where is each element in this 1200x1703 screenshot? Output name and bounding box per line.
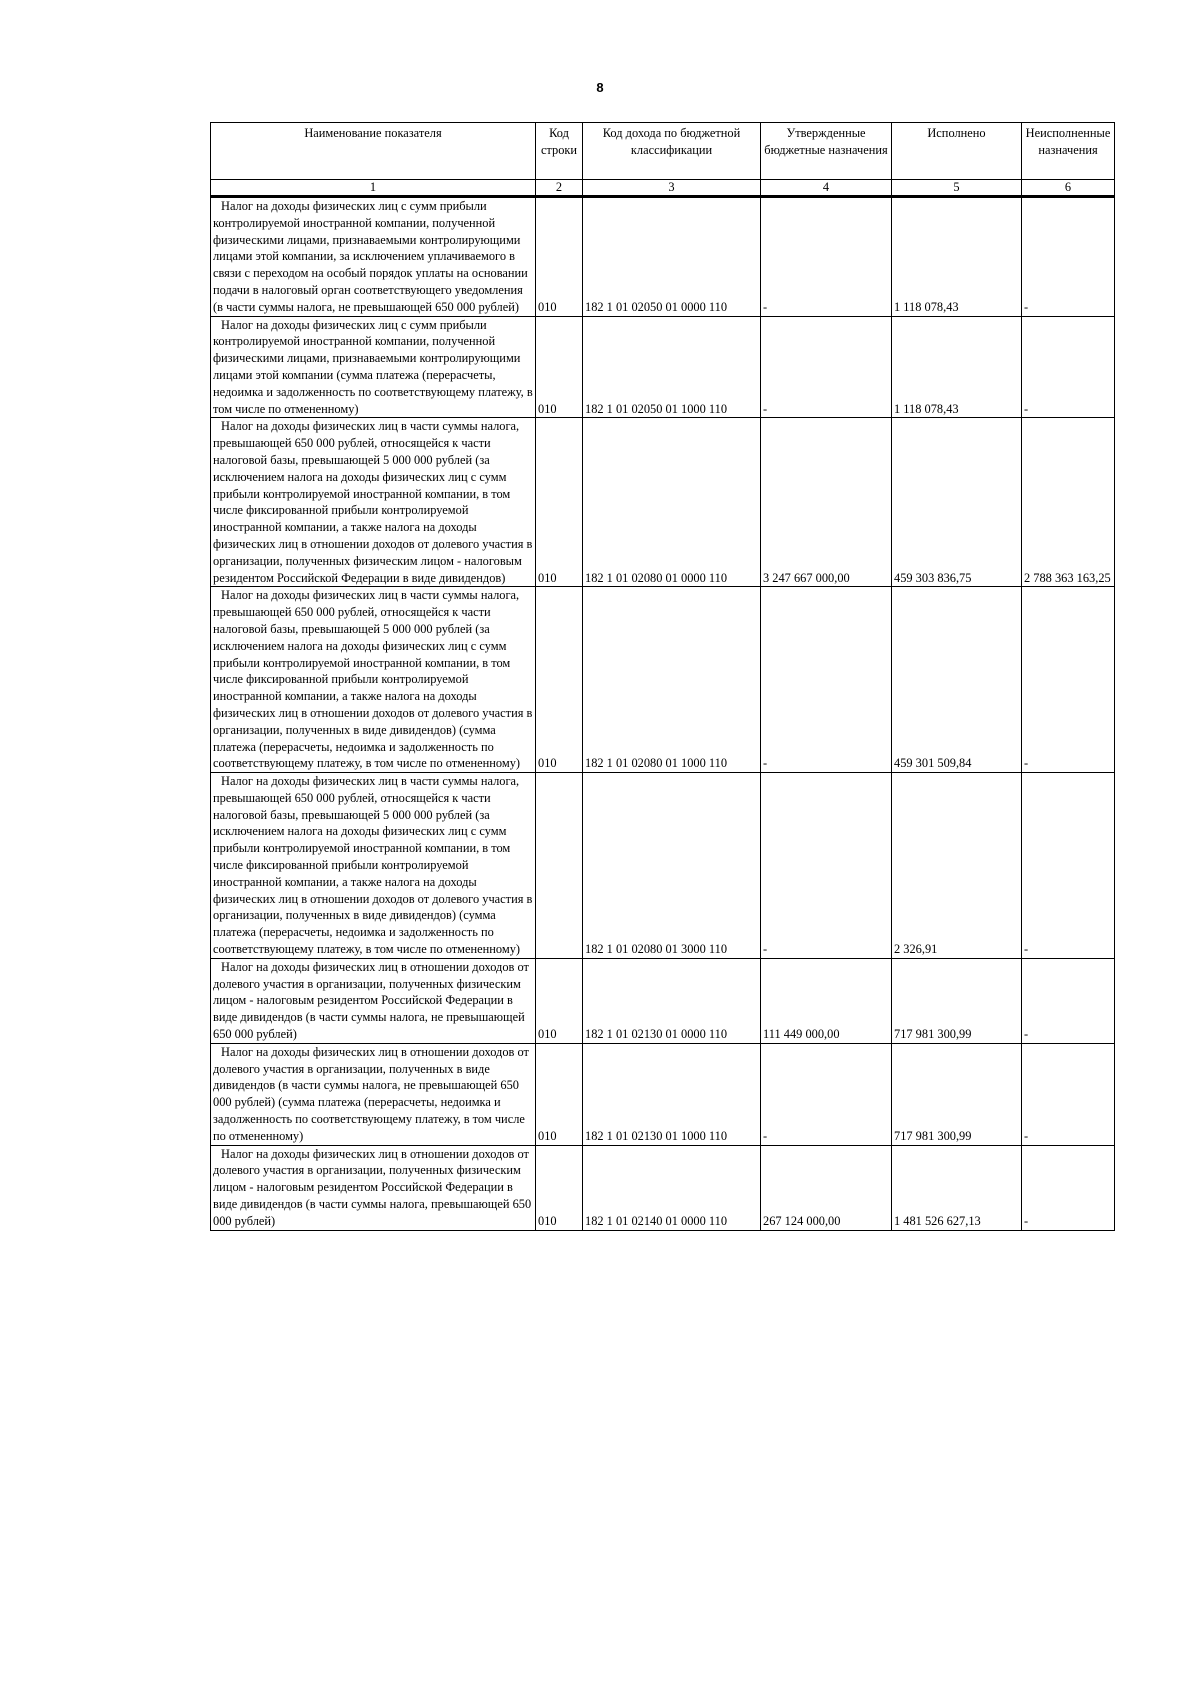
approved-cell: - [761,316,892,418]
approved-cell: 267 124 000,00 [761,1145,892,1230]
report-table [210,122,1115,1231]
line-code-cell: 010 [536,958,583,1043]
line-code-cell: 010 [536,418,583,587]
approved-cell: - [761,197,892,317]
indicator-name-cell [211,418,536,587]
line-code-cell: 010 [536,1043,583,1145]
income-code-cell: 182 1 01 02130 01 1000 110 [583,1043,761,1145]
indicator-name-cell [211,316,536,418]
income-code-cell: 182 1 01 02050 01 0000 110 [583,197,761,317]
table-row [211,1145,1115,1230]
executed-cell: 1 118 078,43 [892,197,1022,317]
indicator-name: Налог на доходы физических лиц в части суммы налога, превышающей 650 000 рублей, относящейся к части налоговой базы, превышающей 5 000 000 рублей (за исключением налога на доходы физических лиц с сумм прибыли контролируемой иностранной компании, в том числе фиксированной прибыли контролируемой иностранной компании, а также налога на доходы физических лиц в отношении доходов от долевого участия в организации, полученных в виде дивидендов) (сумма платежа (перерасчеты, недоимка и задолженность по соответствующему платежу, в том числе по отмененному) [213,774,533,957]
header-income-code: Код дохода по бюджетной классификации [583,123,761,180]
executed-cell: 2 326,91 [892,773,1022,959]
table-row [211,587,1115,773]
column-number: 3 [583,180,761,197]
table-row [211,958,1115,1043]
executed-cell: 459 301 509,84 [892,587,1022,773]
header-line-code: Код строки [536,123,583,180]
unexecuted-cell: - [1022,958,1115,1043]
header-approved: Утвержденные бюджетные назначения [761,123,892,180]
line-code-cell [536,773,583,959]
approved-cell: 3 247 667 000,00 [761,418,892,587]
income-code-cell: 182 1 01 02080 01 3000 110 [583,773,761,959]
indicator-name-cell [211,587,536,773]
income-code-cell: 182 1 01 02080 01 1000 110 [583,587,761,773]
column-numbers-row [211,180,1115,197]
income-code-cell: 182 1 01 02140 01 0000 110 [583,1145,761,1230]
line-code-cell: 010 [536,197,583,317]
executed-cell: 1 481 526 627,13 [892,1145,1022,1230]
indicator-name: Налог на доходы физических лиц в отношении доходов от долевого участия в организации, полученных физическим лицом - налоговым резидентом Российской Федерации в виде дивидендов (в части суммы налога, превышающей 650 000 рублей) [213,1146,532,1228]
column-number: 4 [761,180,892,197]
unexecuted-cell: - [1022,1145,1115,1230]
income-code-cell: 182 1 01 02080 01 0000 110 [583,418,761,587]
line-code-cell: 010 [536,1145,583,1230]
unexecuted-cell: - [1022,316,1115,418]
executed-cell: 717 981 300,99 [892,958,1022,1043]
indicator-name-cell [211,773,536,959]
indicator-name-cell [211,1043,536,1145]
indicator-name: Налог на доходы физических лиц в части суммы налога, превышающей 650 000 рублей, относящейся к части налоговой базы, превышающей 5 000 000 рублей (за исключением налога на доходы физических лиц с сумм прибыли контролируемой иностранной компании, в том числе фиксированной прибыли контролируемой иностранной компании, а также налога на доходы физических лиц в отношении доходов от долевого участия в организации, полученных физическим лицом - налоговым резидентом Российской Федерации в виде дивидендов) [213,419,533,585]
column-number: 1 [211,180,536,197]
table-row [211,418,1115,587]
column-number: 2 [536,180,583,197]
table-row [211,197,1115,317]
indicator-name: Налог на доходы физических лиц в отношении доходов от долевого участия в организации, полученных в виде дивидендов (в части суммы налога, не превышающей 650 000 рублей) (сумма платежа (перерасчеты, недоимка и задолженность по соответствующему платежу, в том числе по отмененному) [213,1044,529,1143]
indicator-name: Налог на доходы физических лиц с сумм прибыли контролируемой иностранной компании, полученной физическими лицами, признаваемыми контролирующими лицами этой компании, за исключением уплачиваемого в связи с переходом на особый порядок уплаты на основании подачи в налоговый орган соответствующего уведомления (в части суммы налога, не превышающей 650 000 рублей) [213,199,528,314]
header-indicator-name: Наименование показателя [211,123,536,180]
header-row [211,123,1115,180]
column-number: 6 [1022,180,1115,197]
line-code-cell: 010 [536,316,583,418]
unexecuted-cell: - [1022,197,1115,317]
income-code-cell: 182 1 01 02050 01 1000 110 [583,316,761,418]
table-row [211,773,1115,959]
header-unexecuted: Неисполненные назначения [1022,123,1115,180]
unexecuted-cell: - [1022,1043,1115,1145]
approved-cell: - [761,587,892,773]
approved-cell: - [761,773,892,959]
indicator-name-cell [211,958,536,1043]
column-number: 5 [892,180,1022,197]
unexecuted-cell: - [1022,773,1115,959]
income-code-cell: 182 1 01 02130 01 0000 110 [583,958,761,1043]
page-number: 8 [596,80,604,95]
executed-cell: 459 303 836,75 [892,418,1022,587]
approved-cell: - [761,1043,892,1145]
table-row [211,1043,1115,1145]
indicator-name-cell [211,1145,536,1230]
unexecuted-cell: 2 788 363 163,25 [1022,418,1115,587]
indicator-name: Налог на доходы физических лиц в отношении доходов от долевого участия в организации, полученных физическим лицом - налоговым резидентом Российской Федерации в виде дивидендов (в части суммы налога, не превышающей 650 000 рублей) [213,959,529,1042]
approved-cell: 111 449 000,00 [761,958,892,1043]
indicator-name: Налог на доходы физических лиц с сумм прибыли контролируемой иностранной компании, полученной физическими лицами, признаваемыми контролирующими лицами этой компании (сумма платежа (перерасчеты, недоимка и задолженность по соответствующему платежу, в том числе по отмененному) [213,317,533,416]
unexecuted-cell: - [1022,587,1115,773]
indicator-name-cell [211,197,536,317]
header-executed: Исполнено [892,123,1022,180]
indicator-name: Налог на доходы физических лиц в части суммы налога, превышающей 650 000 рублей, относящейся к части налоговой базы, превышающей 5 000 000 рублей (за исключением налога на доходы физических лиц с сумм прибыли контролируемой иностранной компании, в том числе фиксированной прибыли контролируемой иностранной компании, а также налога на доходы физических лиц в отношении доходов от долевого участия в организации, полученных в виде дивидендов) (сумма платежа (перерасчеты, недоимка и задолженность по соответствующему платежу, в том числе по отмененному) [213,588,533,771]
table-row [211,316,1115,418]
executed-cell: 717 981 300,99 [892,1043,1022,1145]
executed-cell: 1 118 078,43 [892,316,1022,418]
line-code-cell: 010 [536,587,583,773]
